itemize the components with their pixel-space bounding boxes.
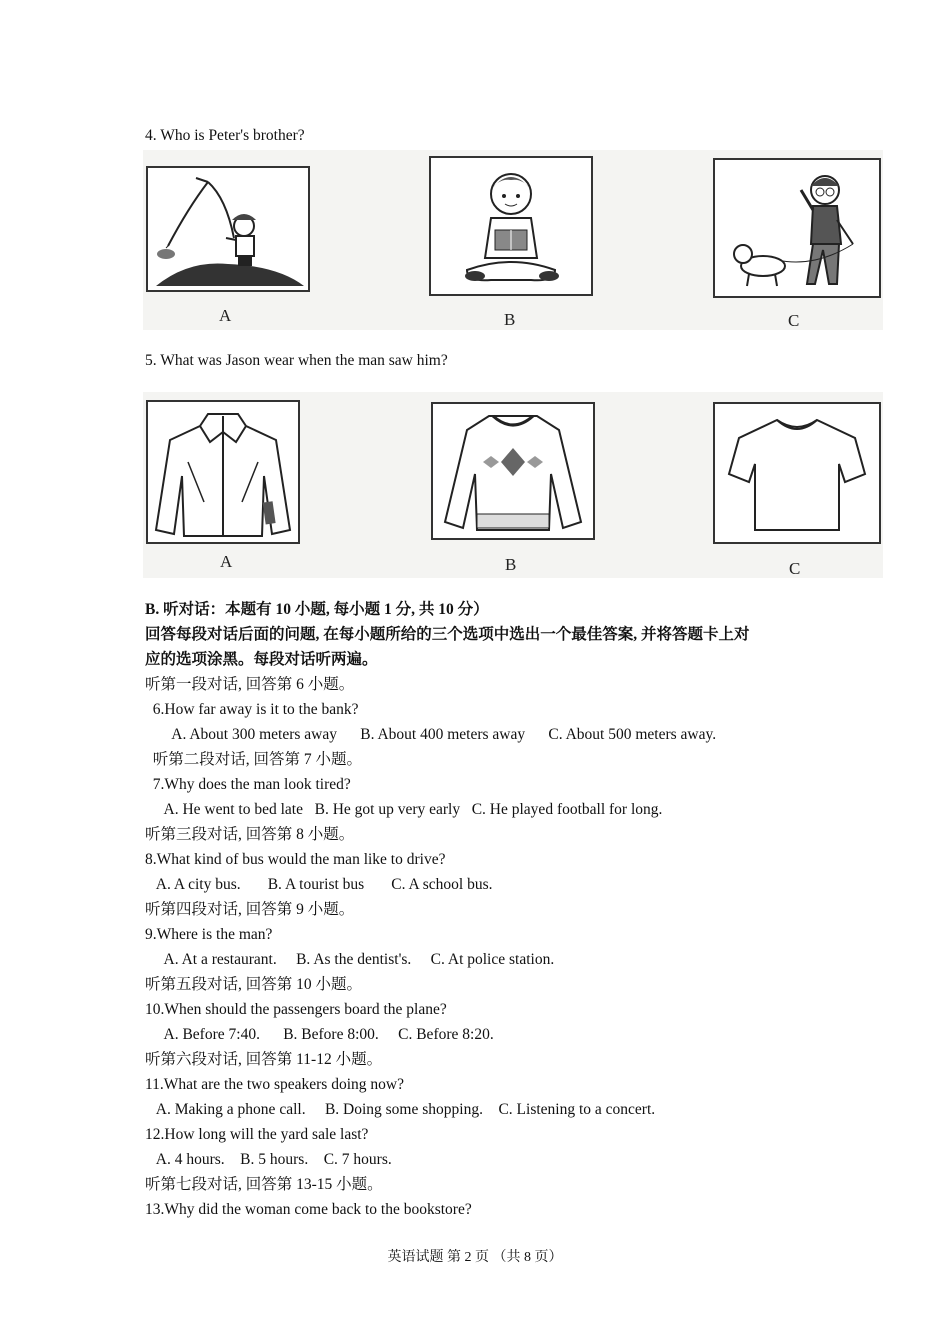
dialogue-4-prompt: 听第四段对话, 回答第 9 小题。 <box>145 901 355 918</box>
question-12-options: A. 4 hours. B. 5 hours. C. 7 hours. <box>145 1151 392 1168</box>
q5-picture-row <box>143 392 883 578</box>
fishing-boy-illustration <box>148 168 308 290</box>
dialogue-2-prompt: 听第二段对话, 回答第 7 小题。 <box>145 751 363 768</box>
q5-label-b: B <box>505 555 517 574</box>
question-6: 6.How far away is it to the bank? <box>145 701 359 718</box>
sweater-illustration <box>433 404 593 538</box>
q5-label-c: C <box>789 559 801 578</box>
question-7: 7.Why does the man look tired? <box>145 776 351 793</box>
q4-label-c: C <box>788 311 800 330</box>
q5-picture-a <box>146 400 300 544</box>
q4-label-a: A <box>219 306 232 325</box>
question-6-options: A. About 300 meters away B. About 400 meters away C. About 500 meters away. <box>145 726 717 743</box>
q4-picture-c <box>713 158 881 298</box>
section-b-instruction-2: 应的选项涂黑。每段对话听两遍。 <box>145 651 378 668</box>
question-9-options: A. At a restaurant. B. As the dentist's. C. At police station. <box>145 951 555 968</box>
question-12: 12.How long will the yard sale last? <box>145 1126 369 1143</box>
question-10-options: A. Before 7:40. B. Before 8:00. C. Before 8:20. <box>145 1026 494 1043</box>
q4-picture-a <box>146 166 310 292</box>
dialogue-5-prompt: 听第五段对话, 回答第 10 小题。 <box>145 976 363 993</box>
question-10: 10.When should the passengers board the plane? <box>145 1001 447 1018</box>
boy-with-dog-illustration <box>715 160 879 296</box>
section-b-instruction-1: 回答每段对话后面的问题, 在每小题所给的三个选项中选出一个最佳答案, 并将答题卡上对 <box>145 626 750 643</box>
q5-picture-b <box>431 402 595 540</box>
q5-picture-c <box>713 402 881 544</box>
question-7-options: A. He went to bed late B. He got up very early C. He played football for long. <box>145 801 663 818</box>
page-footer: 英语试题 第 2 页 （共 8 页） <box>387 1250 563 1265</box>
jacket-illustration <box>148 402 298 542</box>
question-11: 11.What are the two speakers doing now? <box>145 1076 404 1093</box>
question-13: 13.Why did the woman come back to the bookstore? <box>145 1201 472 1218</box>
tshirt-illustration <box>715 404 879 542</box>
question-4: 4. Who is Peter's brother? <box>145 127 305 144</box>
q4-picture-row <box>143 150 883 330</box>
dialogue-1-prompt: 听第一段对话, 回答第 6 小题。 <box>145 676 355 693</box>
question-8: 8.What kind of bus would the man like to drive? <box>145 851 446 868</box>
question-5: 5. What was Jason wear when the man saw him? <box>145 352 448 369</box>
dialogue-6-prompt: 听第六段对话, 回答第 11-12 小题。 <box>145 1051 383 1068</box>
question-11-options: A. Making a phone call. B. Doing some shopping. C. Listening to a concert. <box>145 1101 656 1118</box>
q5-label-a: A <box>220 552 233 571</box>
q4-label-b: B <box>504 310 516 329</box>
q4-picture-b <box>429 156 593 296</box>
section-b-title: B. 听对话：本题有 10 小题, 每小题 1 分, 共 10 分） <box>145 601 489 618</box>
question-9: 9.Where is the man? <box>145 926 273 943</box>
dialogue-7-prompt: 听第七段对话, 回答第 13-15 小题。 <box>145 1176 383 1193</box>
reading-boy-illustration <box>431 158 591 294</box>
dialogue-3-prompt: 听第三段对话, 回答第 8 小题。 <box>145 826 355 843</box>
question-8-options: A. A city bus. B. A tourist bus C. A school bus. <box>145 876 493 893</box>
